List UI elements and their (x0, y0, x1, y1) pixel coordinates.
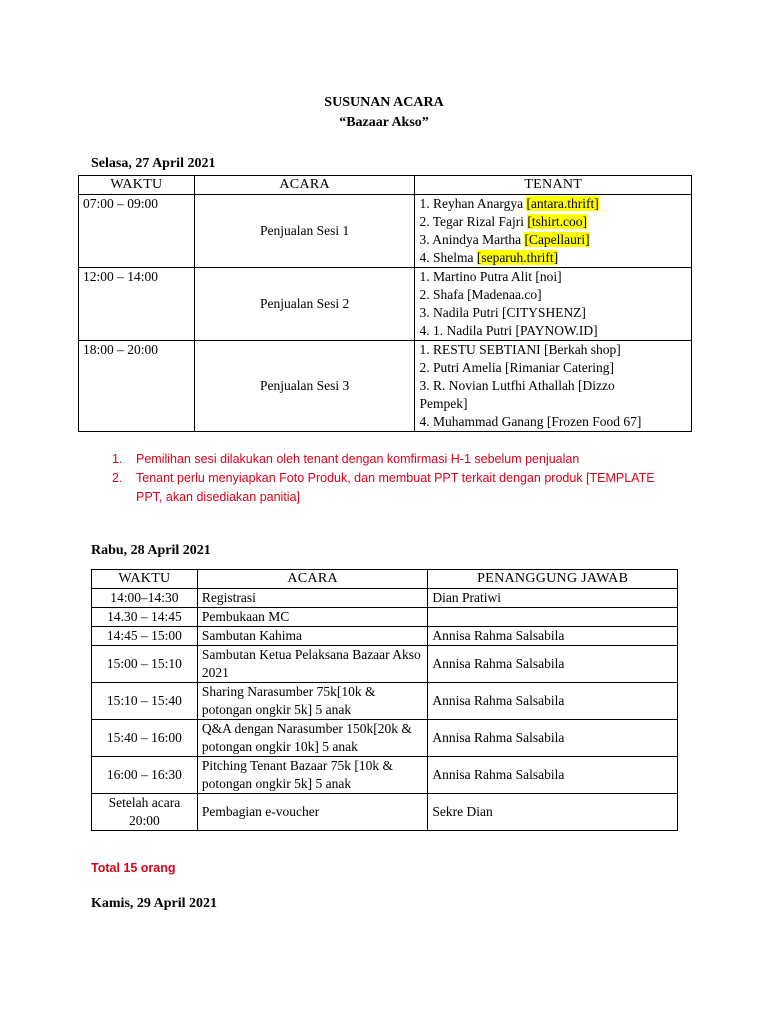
document-title: SUSUNAN ACARA (324, 95, 444, 110)
table-row (79, 268, 692, 341)
event-cell: Registrasi (197, 589, 428, 608)
note-item (112, 450, 656, 469)
tenant-line: 4. 1. Nadila Putri [PAYNOW.ID] (419, 323, 598, 338)
column-header: WAKTU (92, 570, 198, 589)
tenant-brand-highlight: [separuh.thrift] (476, 250, 559, 265)
table-row (92, 646, 678, 683)
tenant-name: 3. Anindya Martha (419, 232, 525, 247)
event-cell: Penjualan Sesi 1 (194, 195, 415, 268)
time-cell: Setelah acara 20:00 (92, 794, 198, 831)
column-header: ACARA (197, 570, 428, 589)
day3-date: Kamis, 29 April 2021 (91, 896, 218, 911)
event-cell: Pembagian e-voucher (197, 794, 428, 831)
event-cell: Penjualan Sesi 3 (194, 341, 415, 432)
time-cell: 15:10 – 15:40 (92, 683, 198, 720)
day2-date: Rabu, 28 April 2021 (91, 543, 211, 558)
event-cell: Pitching Tenant Bazaar 75k [10k & potongan ongkir 5k] 5 anak (197, 757, 428, 794)
pic-cell: Annisa Rahma Salsabila (428, 720, 678, 757)
tenant-line: 4. Muhammad Ganang [Frozen Food 67] (419, 414, 642, 429)
tenant-line: 3. R. Novian Lutfhi Athallah [Dizzo (419, 378, 615, 393)
time-cell: 15:40 – 16:00 (92, 720, 198, 757)
table-row (92, 683, 678, 720)
note-text: Pemilihan sesi dilakukan oleh tenant dengan komfirmasi H-1 sebelum penjualan (136, 452, 580, 466)
tenant-line (419, 213, 687, 231)
pic-cell: Sekre Dian (428, 794, 678, 831)
day2-schedule-table (91, 569, 678, 831)
tenant-cell (415, 341, 692, 432)
column-header: PENANGGUNG JAWAB (428, 570, 678, 589)
table-header-row (79, 176, 692, 195)
day1-schedule-table (78, 175, 692, 432)
table-row (79, 195, 692, 268)
event-cell: Sambutan Kahima (197, 627, 428, 646)
tenant-cell (415, 268, 692, 341)
table-row (92, 608, 678, 627)
time-cell: 14.30 – 14:45 (92, 608, 198, 627)
time-cell: 18:00 – 20:00 (79, 341, 195, 432)
tenant-line (419, 249, 687, 267)
tenant-line: 1. Martino Putra Alit [noi] (419, 269, 562, 284)
tenant-line: 2. Shafa [Madenaa.co] (419, 287, 542, 302)
event-cell: Penjualan Sesi 2 (194, 268, 415, 341)
document-subtitle: “Bazaar Akso” (339, 115, 429, 130)
tenant-cell (415, 195, 692, 268)
pic-cell: Annisa Rahma Salsabila (428, 627, 678, 646)
time-cell: 15:00 – 15:10 (92, 646, 198, 683)
pic-cell: Dian Pratiwi (428, 589, 678, 608)
day1-date: Selasa, 27 April 2021 (91, 156, 216, 171)
column-header: TENANT (415, 176, 692, 195)
tenant-brand-highlight: [Capellauri] (524, 232, 590, 247)
notes-list (112, 450, 656, 507)
pic-cell: Annisa Rahma Salsabila (428, 757, 678, 794)
event-cell: Q&A dengan Narasumber 150k[20k & potongan ongkir 10k] 5 anak (197, 720, 428, 757)
note-number: 2. (112, 471, 123, 485)
tenant-line: Pempek] (419, 396, 468, 411)
time-cell: 12:00 – 14:00 (79, 268, 195, 341)
table-header-row (92, 570, 678, 589)
tenant-line (419, 231, 687, 249)
tenant-name: 2. Tegar Rizal Fajri (419, 214, 528, 229)
note-item (112, 469, 656, 507)
note-text: Tenant perlu menyiapkan Foto Produk, dan membuat PPT terkait dengan produk [TEMPLATE PPT, akan disediakan panitia] (136, 471, 655, 504)
event-cell: Sharing Narasumber 75k[10k & potongan ongkir 5k] 5 anak (197, 683, 428, 720)
total-participants: Total 15 orang (91, 861, 176, 875)
column-header: WAKTU (79, 176, 195, 195)
table-row (92, 794, 678, 831)
tenant-name: 1. Reyhan Anargya (419, 196, 527, 211)
event-cell: Sambutan Ketua Pelaksana Bazaar Akso 2021 (197, 646, 428, 683)
time-cell: 14:00–14:30 (92, 589, 198, 608)
event-cell: Pembukaan MC (197, 608, 428, 627)
table-row (79, 341, 692, 432)
note-number: 1. (112, 452, 123, 466)
table-row (92, 589, 678, 608)
tenant-name: 4. Shelma (419, 250, 477, 265)
table-row (92, 627, 678, 646)
table-row (92, 720, 678, 757)
tenant-line (419, 195, 687, 213)
pic-cell: Annisa Rahma Salsabila (428, 646, 678, 683)
tenant-brand-highlight: [tshirt.coo] (527, 214, 587, 229)
table-row (92, 757, 678, 794)
time-cell: 07:00 – 09:00 (79, 195, 195, 268)
tenant-brand-highlight: [antara.thrift] (526, 196, 599, 211)
pic-cell: Annisa Rahma Salsabila (428, 683, 678, 720)
tenant-line: 1. RESTU SEBTIANI [Berkah shop] (419, 342, 621, 357)
tenant-line: 2. Putri Amelia [Rimaniar Catering] (419, 360, 615, 375)
time-cell: 16:00 – 16:30 (92, 757, 198, 794)
time-cell: 14:45 – 15:00 (92, 627, 198, 646)
pic-cell (428, 608, 678, 627)
tenant-line: 3. Nadila Putri [CITYSHENZ] (419, 305, 586, 320)
column-header: ACARA (194, 176, 415, 195)
